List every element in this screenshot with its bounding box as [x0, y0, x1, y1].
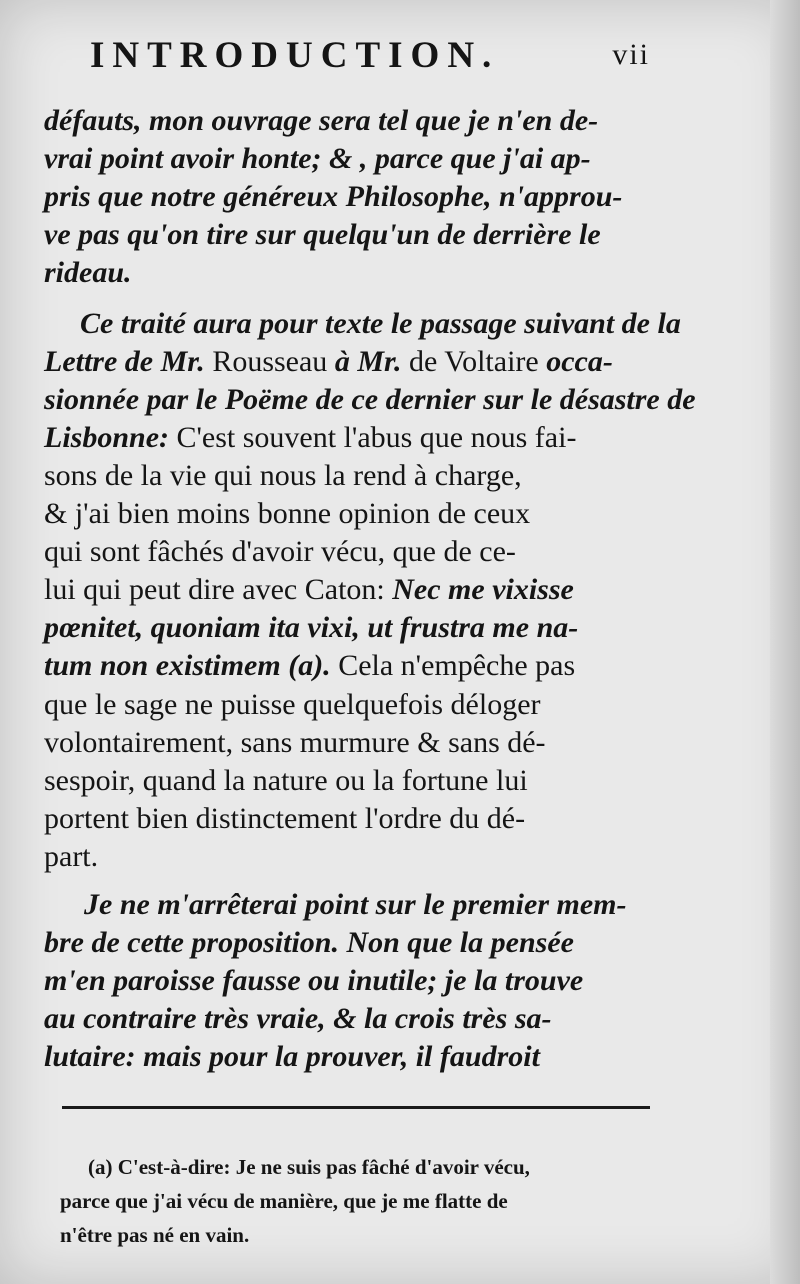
- italic-text: Ce traité aura pour texte le passage suivant de la: [80, 306, 681, 340]
- italic-text: vrai point avoir honte; & , parce que j'ai ap-: [44, 142, 591, 176]
- text-line: [44, 140, 664, 178]
- italic-text: pris que notre généreux Philosophe, n'approu-: [44, 180, 623, 214]
- text-line: [44, 495, 664, 533]
- italic-text: Nec me vixisse: [392, 573, 574, 607]
- text-line: [44, 609, 664, 647]
- text-line: [44, 886, 704, 924]
- text-line: [44, 1000, 664, 1038]
- italic-text: m'en paroisse fausse ou inutile; je la trouve: [44, 964, 584, 998]
- roman-text: Rousseau: [204, 344, 335, 378]
- roman-text: que le sage ne puisse quelquefois déloger: [44, 687, 541, 721]
- italic-text: défauts, mon ouvrage sera tel que je n'en de-: [44, 104, 599, 137]
- text-line: [44, 647, 664, 685]
- italic-text: sionnée par le Poëme de ce dernier sur le désastre de: [44, 382, 696, 416]
- italic-text: Je ne m'arrêterai point sur le premier mem-: [84, 888, 627, 921]
- roman-text: C'est souvent l'abus que nous fai-: [169, 420, 577, 454]
- italic-text: occa-: [546, 344, 613, 378]
- text-line: [44, 724, 664, 762]
- running-title: INTRODUCTION.: [90, 35, 500, 76]
- footnote-line: parce que j'ai vécu de manière, que je me flatte de: [60, 1189, 508, 1213]
- italic-text: pœnitet, quoniam ita vixi, ut frustra me na-: [44, 611, 579, 645]
- text-line: [44, 962, 664, 1000]
- text-line: [44, 419, 664, 457]
- text-line: [44, 343, 664, 381]
- text-line: [44, 178, 664, 216]
- italic-text: au contraire très vraie, & la crois très sa-: [44, 1002, 552, 1036]
- page-number: vii: [612, 38, 650, 71]
- roman-text: qui sont fâchés d'avoir vécu, que de ce-: [44, 535, 516, 569]
- italic-text: à Mr.: [334, 344, 402, 378]
- text-line: [44, 305, 700, 343]
- roman-text: portent bien distinctement l'ordre du dé-: [44, 801, 526, 835]
- text-line: [44, 838, 664, 876]
- italic-text: ve pas qu'on tire sur quelqu'un de derrière le: [44, 218, 601, 252]
- italic-text: lutaire: mais pour la prouver, il faudroit: [44, 1040, 540, 1074]
- roman-text: sespoir, quand la nature ou la fortune lui: [44, 763, 528, 797]
- italic-text: bre de cette proposition. Non que la pensée: [44, 926, 574, 960]
- roman-text: de Voltaire: [401, 344, 547, 378]
- text-line: [44, 800, 664, 838]
- roman-text: part.: [44, 839, 99, 873]
- footnote-line: n'être pas né en vain.: [60, 1223, 250, 1247]
- text-line: [44, 533, 664, 571]
- text-line: [44, 457, 664, 495]
- text-line: [44, 762, 664, 800]
- italic-text: Lettre de Mr.: [44, 344, 205, 378]
- italic-text: Lisbonne:: [44, 420, 170, 454]
- page-header: [90, 34, 650, 84]
- italic-text: rideau.: [44, 256, 132, 290]
- text-line: [44, 216, 664, 254]
- roman-text: lui qui peut dire avec Caton:: [44, 573, 393, 607]
- text-line: [44, 254, 664, 292]
- text-line: [44, 102, 664, 140]
- text-line: [44, 686, 664, 724]
- page-edge: [770, 0, 800, 1284]
- text-line: [44, 381, 696, 419]
- footnote-rule: [62, 1106, 650, 1109]
- footnote-line: (a) C'est-à-dire: Je ne suis pas fâché d'avoir vécu,: [88, 1155, 530, 1179]
- text-line: [44, 924, 664, 962]
- text-line: [44, 1038, 664, 1076]
- text-line: [44, 571, 664, 609]
- roman-text: & j'ai bien moins bonne opinion de ceux: [44, 497, 531, 530]
- italic-text: tum non existimem (a).: [44, 649, 331, 683]
- roman-text: Cela n'empêche pas: [330, 649, 576, 683]
- roman-text: volontairement, sans murmure & sans dé-: [44, 725, 546, 759]
- roman-text: sons de la vie qui nous la rend à charge,: [44, 458, 522, 492]
